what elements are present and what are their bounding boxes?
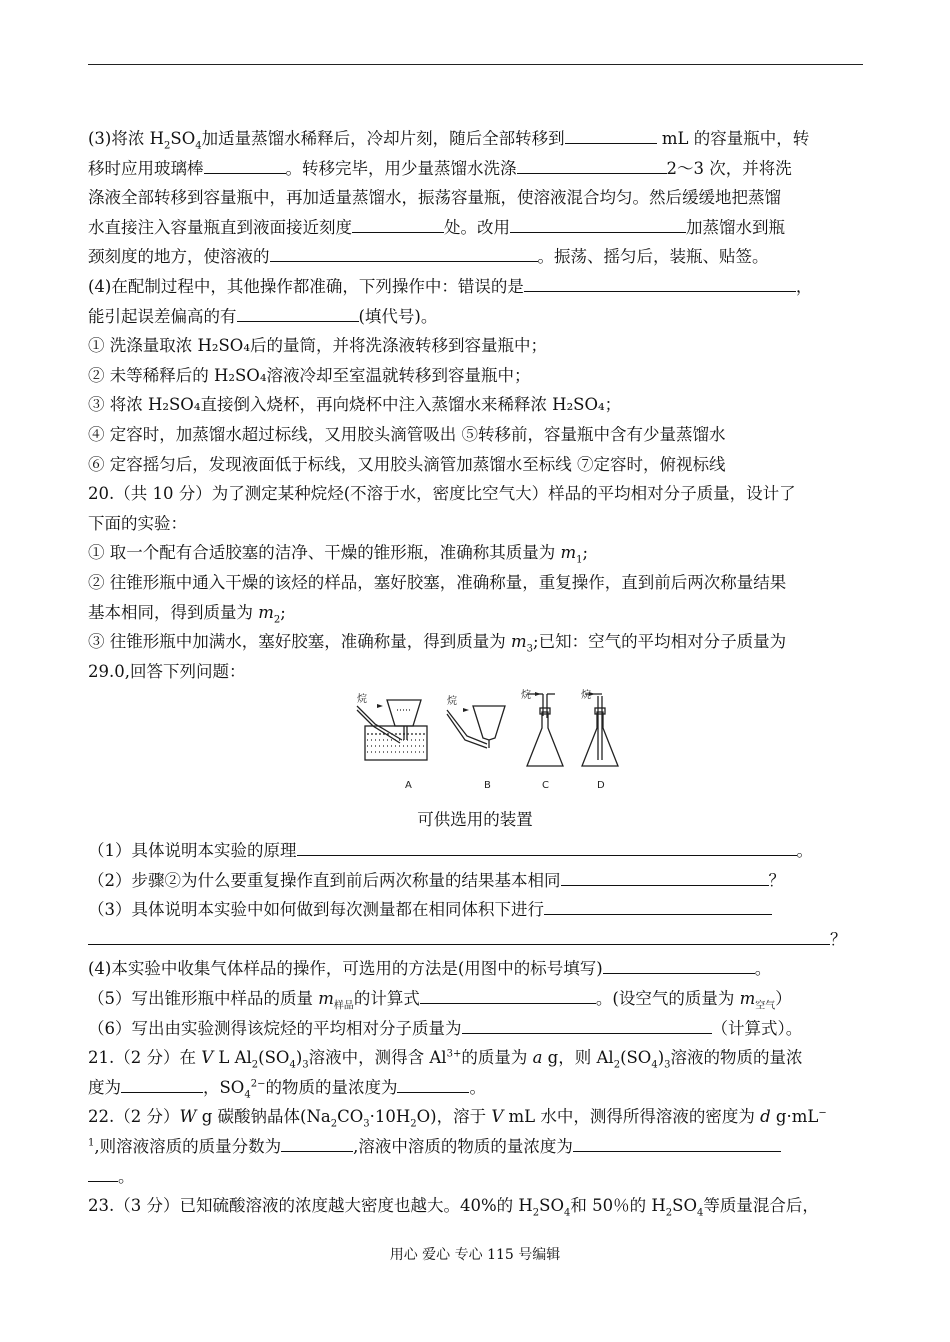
q20-sub5: （5）写出锥形瓶中样品的质量 $m_{样品}$的计算式 。(设空气的质量为 $m_{空气}$）	[88, 984, 868, 1014]
option-2: ② 未等稀释后的 H₂SO₄溶液冷却至室温就转移到容量瓶中；	[88, 365, 531, 385]
answer-blank[interactable]	[510, 214, 686, 233]
answer-blank[interactable]	[270, 243, 538, 262]
apparatus-d	[582, 694, 618, 766]
answer-blank[interactable]	[204, 155, 286, 174]
answer-blank[interactable]	[297, 837, 797, 856]
q19-p3-line2: 移时应用玻璃棒 。转移完毕，用少量蒸馏水洗涤 2～3 次，并将洗	[88, 154, 868, 184]
answer-blank[interactable]	[462, 1015, 712, 1034]
gas-label-d: 烷	[581, 690, 591, 701]
option-6-7: ⑥ 定容摇匀后，发现液面低于标线，又用胶头滴管加蒸馏水至标线 ⑦定容时，俯视标线	[88, 454, 726, 474]
answer-blank[interactable]	[565, 125, 657, 144]
answer-blank[interactable]	[561, 867, 769, 886]
page-footer: 用心 爱心 专心 115 号编辑	[389, 1247, 561, 1263]
q22-line2: $^1$,则溶液溶质的质量分数为 ,溶液中溶质的物质的量浓度为	[88, 1132, 868, 1162]
q19-p3-line1: (3)将浓 $H_2SO_4$加适量蒸馏水稀释后，冷却片刻，随后全部转移到 mL 的容量瓶中，转	[88, 124, 868, 154]
q19-p3-line5: 颈刻度的地方，使溶液的 。振荡、摇匀后，装瓶、贴签。	[88, 242, 868, 272]
answer-blank[interactable]	[237, 303, 359, 322]
answer-blank[interactable]	[420, 985, 596, 1004]
answer-blank[interactable]	[517, 155, 667, 174]
q19-p3-line3: 涤液全部转移到容量瓶中，再加适量蒸馏水，振荡容量瓶，使溶液混合均匀。然后缓缓地把蒸馏	[88, 188, 781, 208]
answer-blank[interactable]	[603, 955, 755, 974]
label-b: B	[484, 780, 491, 791]
q20-step2a: ② 往锥形瓶中通入干燥的该烃的样品，塞好胶塞，准确称量，重复操作，直到前后两次称量结果	[88, 572, 787, 592]
q20-line2: 下面的实验：	[88, 513, 187, 533]
question-block-bottom	[88, 836, 868, 1221]
q19-p3-line4: 水直接注入容量瓶直到液面接近刻度 处。改用 加蒸馏水到瓶	[88, 213, 868, 243]
q20-sub2: （2）步骤②为什么要重复操作直到前后两次称量的结果基本相同 ？	[88, 866, 868, 896]
q19-p4-line1: (4)在配制过程中，其他操作都准确，下列操作中：错误的是 ，	[88, 272, 868, 302]
option-4-5: ④ 定容时，加蒸馏水超过标线，又用胶头滴管吸出 ⑤转移前，容量瓶中含有少量蒸馏水	[88, 424, 726, 444]
figure-caption: 可供选用的装置	[417, 810, 533, 829]
q20-step3b: 29.0,回答下列问题：	[88, 661, 246, 681]
answer-blank[interactable]	[524, 273, 796, 292]
answer-blank[interactable]	[397, 1074, 469, 1093]
label-c: C	[542, 780, 549, 791]
answer-blank[interactable]	[121, 1074, 203, 1093]
q20-line1: 20.（共 10 分）为了测定某种烷烃(不溶于水，密度比空气大）样品的平均相对分子质量，设计了	[88, 484, 796, 504]
gas-label-b: 烷	[447, 696, 457, 707]
answer-blank[interactable]	[88, 926, 830, 945]
q20-step1: ① 取一个配有合适胶塞的洁净、干燥的锥形瓶，准确称其质量为 $m_1$;	[88, 543, 589, 566]
label-d: D	[597, 780, 605, 791]
q19-p4-line2: 能引起误差偏高的有 (填代号)。	[88, 302, 868, 332]
q20-sub3-cont: ？	[88, 925, 868, 955]
q22-line3: 。	[88, 1162, 868, 1192]
apparatus-a	[357, 700, 427, 760]
q20-step3a: ③ 往锥形瓶中加满水，塞好胶塞，准确称量，得到质量为 $m_3$;已知：空气的平均相对分子质量为	[88, 632, 787, 655]
q22-line1: 22.（2 分）W g 碳酸钠晶体$(Na_2CO_3\cdot 10H_2O)$，溶于 V mL 水中，测得所得溶液的密度为 d g·mL−	[88, 1107, 827, 1130]
answer-blank[interactable]	[544, 896, 772, 915]
q20-sub3: （3）具体说明本实验中如何做到每次测量都在相同体积下进行	[88, 895, 868, 925]
apparatus-figure	[355, 688, 625, 796]
q23-line1: 23.（3 分）已知硫酸溶液的浓度越大密度也越大。40%的 $H_2SO_4$和 50％的 $H_2SO_4$等质量混合后，	[88, 1196, 819, 1219]
answer-blank[interactable]	[88, 1163, 118, 1182]
answer-blank[interactable]	[281, 1133, 353, 1152]
q20-step2b: 基本相同，得到质量为 $m_2$;	[88, 602, 286, 625]
answer-blank[interactable]	[352, 214, 444, 233]
q21-line2: 度为 ，$SO_4^{2-}$的物质的量浓度为 。	[88, 1073, 868, 1103]
answer-blank[interactable]	[573, 1133, 781, 1152]
label-a: A	[405, 780, 412, 791]
q20-sub4: (4)本实验中收集气体样品的操作，可选用的方法是(用图中的标号填写) 。	[88, 954, 868, 984]
gas-label-a: 烷	[357, 694, 367, 705]
option-3: ③ 将浓 H₂SO₄直接倒入烧杯，再向烧杯中注入蒸馏水来稀释浓 H₂SO₄；	[88, 395, 622, 415]
q20-sub1: （1）具体说明本实验的原理 。	[88, 836, 868, 866]
apparatus-b	[447, 706, 505, 748]
gas-label-c: 烷	[521, 690, 531, 701]
apparatus-c	[527, 694, 563, 766]
q21-line1: 21.（2 分）在 V L $Al_2(SO_4)_3$溶液中，测得含 $Al^{3+}$的质量为 a g，则 $Al_2(SO_4)_3$溶液的物质的量浓	[88, 1048, 803, 1071]
q20-sub6: （6）写出由实验测得该烷烃的平均相对分子质量为 （计算式）。	[88, 1014, 868, 1044]
option-1: ① 洗涤量取浓 H₂SO₄后的量筒，并将洗涤液转移到容量瓶中；	[88, 336, 547, 356]
header-rule	[88, 64, 863, 65]
question-block-top	[88, 124, 868, 686]
